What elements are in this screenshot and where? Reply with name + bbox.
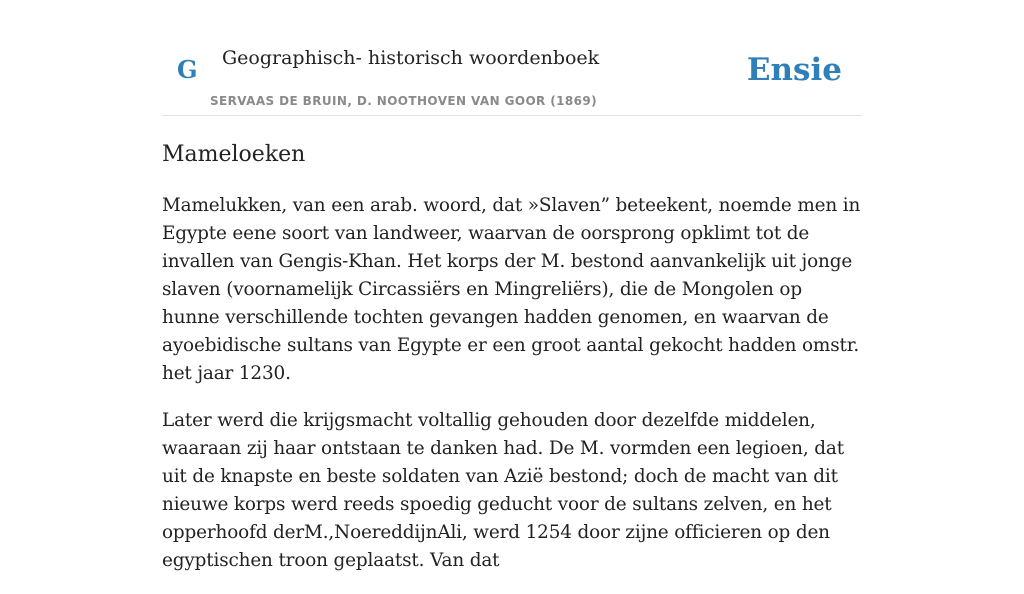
book-author: SERVAAS DE BRUIN, D. NOOTHOVEN VAN GOOR (1869) [210, 94, 598, 108]
book-header [162, 0, 862, 116]
entry-body [162, 192, 862, 594]
ensie-logo-link[interactable]: Ensie [746, 52, 842, 88]
entry-paragraph: Mamelukken, van een arab. woord, dat »Slaven” beteekent, noemde men in Egypte eene soort van landweer, waarvan de oorsprong opklimt tot de invallen van Gengis-Khan. Het korps der M. bestond aanvankelijk uit jonge slaven (voornamelijk Circassiërs en Mingreliërs), die de Mongolen op hunne verschillende tochten gevangen hadden genomen, en waarvan de ayoebidische sultans van Egypte er een groot aantal gekocht hadden omstr. het jaar 1230. [162, 195, 861, 384]
entry-title: Mameloeken [162, 142, 306, 167]
book-letter-icon: G [177, 55, 198, 84]
book-title-link[interactable]: Geographisch- historisch woordenboek [222, 47, 600, 69]
entry-paragraph: Later werd die krijgsmacht voltallig gehouden door dezelfde middelen, waaraan zij haar ontstaan te danken had. De M. vormden een legioen, dat uit de knapste en beste soldaten van Azië bestond; doch de macht van dit nieuwe korps werd reeds spoedig geducht voor de sultans zelven, en het opperhoofd derM.,NoereddijnAli, werd 1254 door zijne officieren op den egyptischen troon geplaatst. Van dat [162, 410, 844, 571]
